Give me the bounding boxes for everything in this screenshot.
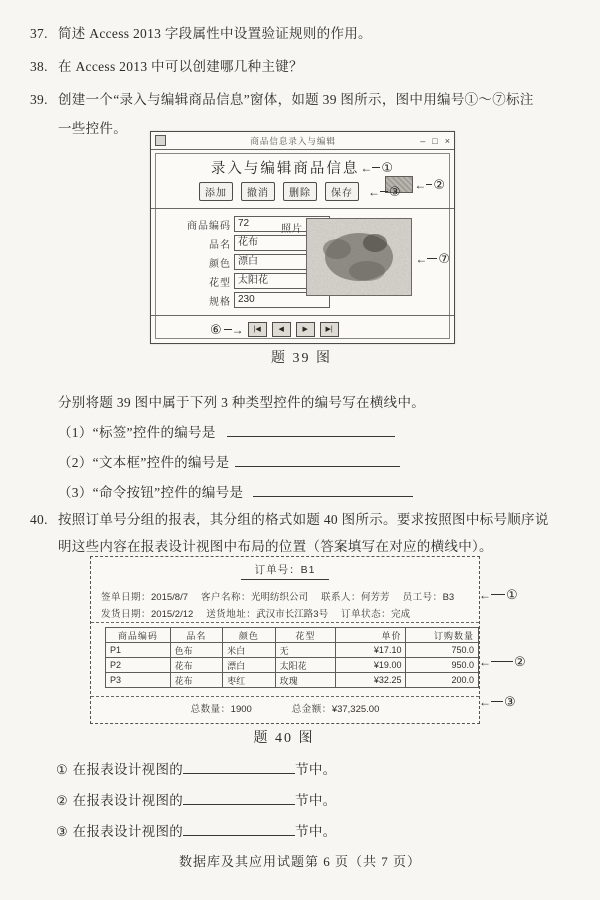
q39-sub-item-3: （3）“命令按钮”控件的编号是 — [58, 481, 413, 501]
annotation-7 — [415, 252, 451, 265]
report-figure — [90, 556, 480, 724]
question-39 — [30, 88, 534, 108]
q40-sub-item-2: ② 在报表设计视图的 节中。 — [56, 793, 337, 808]
q39-sub-item-1: （1）“标签”控件的编号是 — [58, 421, 395, 441]
question-40 — [30, 508, 549, 528]
pattern-input: 太阳花 — [234, 273, 330, 289]
annotation-7-number: ⑦ — [438, 251, 450, 266]
divider — [91, 622, 479, 623]
question-40-line1: 按照订单号分组的报表，其分组的格式如题 40 图所示。要求按照图中标号顺序说 — [58, 512, 549, 527]
divider — [91, 696, 479, 697]
report-info-row-1: 签单日期：2015/8/7 客户名称：光明纺织公司 联系人：何芳芳 员工号：B3 — [101, 592, 455, 603]
annotation-6-number: ⑥ — [210, 322, 222, 337]
table-row: P2 花布 漂白 太阳花 ¥19.00 950.0 — [106, 658, 479, 673]
question-38-number: 38. — [30, 59, 48, 74]
report-info-row-2: 发货日期：2015/2/12 送货地址：武汉市长江路3号 订单状态：完成 — [101, 609, 411, 620]
q39-sub-intro: 分别将题 39 图中属于下列 3 种类型控件的编号写在横线中。 — [58, 395, 426, 410]
product-code-input: 72 — [234, 216, 330, 232]
maximize-icon: □ — [432, 135, 438, 146]
form-heading-label: 录入与编辑商品信息 — [210, 161, 360, 177]
total-quantity: 1900 — [230, 704, 252, 715]
question-38-text: 在 Access 2013 中可以创建哪几种主键？ — [58, 59, 303, 74]
save-button: 保存 — [325, 182, 359, 201]
left-arrow-icon: ← — [414, 177, 427, 192]
window-title: 商品信息录入与编辑 — [250, 135, 336, 146]
question-37-text: 简述 Access 2013 字段属性中设置验证规则的作用。 — [58, 26, 372, 41]
nav-next-record-button: ▶ — [296, 322, 315, 337]
add-button: 添加 — [199, 182, 233, 201]
question-38 — [30, 55, 303, 75]
report-totals: 总数量：1900 总金额：¥37,325.00 — [190, 704, 380, 715]
q40-sub-item-3: ③ 在报表设计视图的 节中。 — [56, 824, 337, 839]
divider — [151, 208, 454, 209]
order-number-header — [241, 562, 330, 580]
field-label: 规格 — [209, 296, 231, 308]
order-number-value: B1 — [300, 564, 316, 576]
record-navigation — [209, 322, 344, 337]
field-label: 颜色 — [209, 258, 231, 270]
question-37-number: 37. — [30, 26, 48, 41]
report-annotation-2: ← ② — [479, 654, 526, 669]
window-icon — [155, 135, 166, 146]
question-39-line2: 一些控件。 — [58, 121, 127, 136]
order-number-label: 订单号： — [254, 564, 301, 576]
question-37 — [30, 22, 372, 42]
question-39-number: 39. — [30, 92, 48, 107]
color-input: 漂白 — [234, 254, 330, 270]
left-arrow-icon: ← — [368, 184, 380, 199]
answer-blank — [183, 760, 295, 774]
question-40-line2: 明这些内容在报表设计视图中布局的位置（答案填写在对应的横线中）。 — [58, 539, 493, 554]
product-name-input: 花布 — [234, 235, 330, 251]
nav-first-record-button: |◀ — [248, 322, 267, 337]
left-arrow-icon: ← — [360, 160, 373, 175]
nav-previous-record-button: ◀ — [272, 322, 291, 337]
field-label: 花型 — [209, 277, 231, 289]
table-row: P3 花布 枣红 玫瑰 ¥32.25 200.0 — [106, 673, 479, 688]
annotation-3 — [368, 185, 402, 198]
minimize-icon: – — [420, 135, 426, 146]
figure-39-caption: 题 39 图 — [271, 351, 332, 366]
product-photo — [306, 218, 412, 296]
annotation-3-number: ③ — [389, 184, 401, 199]
q40-sub-item-1: ① 在报表设计视图的 节中。 — [56, 762, 337, 777]
question-40-number: 40. — [30, 512, 48, 527]
left-arrow-icon: ← — [415, 251, 428, 266]
report-annotation-3: ← ③ — [479, 694, 516, 709]
report-annotation-1: ← ① — [479, 587, 518, 602]
delete-button: 删除 — [283, 182, 317, 201]
annotation-2-number: ② — [433, 177, 445, 192]
photo-label: 照片 — [281, 224, 303, 235]
table-header-row: 商品编码 品名 颜色 花型 单价 订购数量 — [106, 628, 479, 643]
nav-last-record-button: ▶| — [320, 322, 339, 337]
question-39-line1: 创建一个“录入与编辑商品信息”窗体，如题 39 图所示，图中用编号①～⑦标注 — [58, 92, 534, 107]
annotation-1-number: ① — [381, 160, 394, 175]
form-button-row — [151, 182, 454, 201]
figure-40-caption: 题 40 图 — [253, 731, 315, 746]
answer-blank — [253, 483, 413, 497]
spec-input: 230 — [234, 292, 330, 308]
annotation-1 — [360, 161, 394, 174]
page-footer: 数据库及其应用试题第 6 页（共 7 页） — [178, 854, 421, 869]
divider — [151, 315, 454, 316]
table-row: P1 色布 米白 无 ¥17.10 750.0 — [106, 643, 479, 658]
form-window-figure — [150, 131, 455, 344]
field-label: 商品编码 — [187, 220, 231, 232]
answer-blank — [227, 423, 395, 437]
right-arrow-icon: → — [231, 322, 244, 337]
answer-blank — [183, 822, 295, 836]
answer-blank — [235, 453, 400, 467]
q39-sub-item-2: （2）“文本框”控件的编号是 — [58, 451, 400, 471]
window-titlebar — [151, 132, 454, 150]
total-amount: ¥37,325.00 — [331, 704, 380, 715]
report-detail-table — [105, 627, 479, 688]
answer-blank — [183, 791, 295, 805]
close-icon: × — [444, 135, 450, 146]
undo-button: 撤消 — [241, 182, 275, 201]
field-label: 品名 — [209, 239, 231, 251]
